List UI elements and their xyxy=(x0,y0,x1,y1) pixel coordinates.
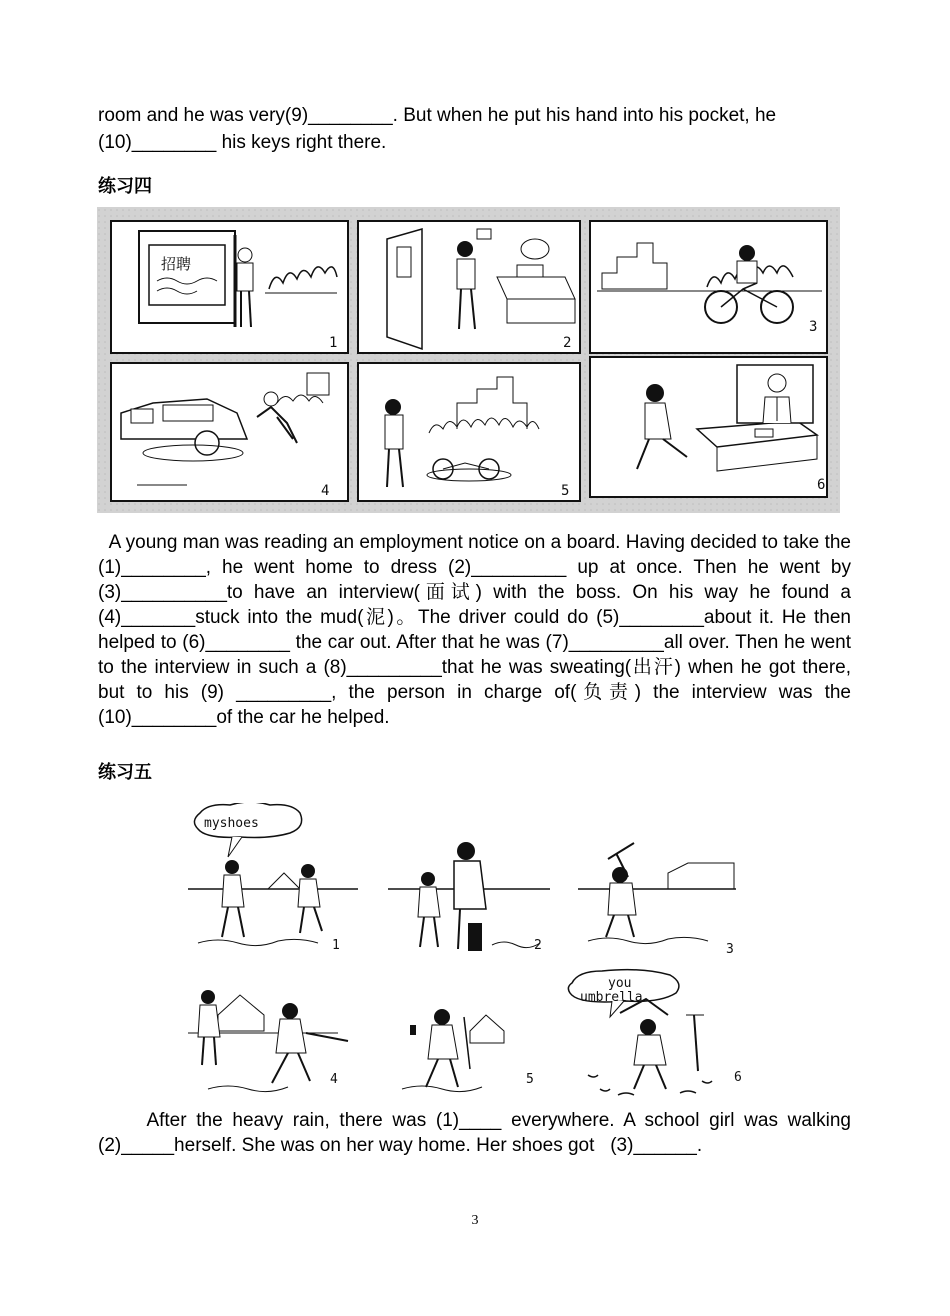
exercise-4-comic xyxy=(97,207,840,513)
panel-1 xyxy=(188,803,358,953)
panel-number: 5 xyxy=(526,1072,534,1087)
exercise-5-comic xyxy=(188,803,753,1098)
panel-4 xyxy=(188,990,348,1092)
paragraph-line: (10)________ his keys right there. xyxy=(98,132,387,153)
exercise-4-paragraph: A young man was reading an employment notice on a board. Having decided to take the (1)________, he went home to dress (2)_________ up at once. Then he went by (3)__________to have an interview(面试) with the boss. On his way he found a (4)_______stuck into the mud(泥)。The driver could do (5)________about it. He then helped to (6)________ the car out. After that he was (7)_________all over. Then he went to the interview in such a (8)_________that he was sweating(出汗) when he got there, but to his (9) _________, the person in charge of(负责) the interview was the (10)________of the car he helped. xyxy=(98,532,851,728)
panel-1 xyxy=(111,221,348,353)
panel-5 xyxy=(402,1009,534,1092)
panel-number: 5 xyxy=(561,483,570,499)
panel-number: 1 xyxy=(329,335,338,351)
speech-bubble-text: umbrella xyxy=(580,990,643,1005)
panel-3 xyxy=(578,843,736,957)
sign-text: 招聘 xyxy=(161,255,192,273)
page-number: 3 xyxy=(471,1213,479,1228)
panel-2 xyxy=(358,221,580,353)
exercise-5-heading: 练习五 xyxy=(98,762,152,783)
panel-number: 4 xyxy=(330,1072,338,1087)
exercise-5-paragraph: After the heavy rain, there was (1)____ everywhere. A school girl was walking (2)_____herself. She was on her way home. Her shoes got (3)______. xyxy=(98,1110,851,1156)
panel-3 xyxy=(590,221,827,353)
panel-number: 6 xyxy=(817,477,826,493)
panel-number: 4 xyxy=(321,483,330,499)
panel-number: 6 xyxy=(734,1070,742,1085)
speech-bubble-text: you xyxy=(608,976,632,991)
panel-5 xyxy=(358,363,580,501)
panel-number: 1 xyxy=(332,938,340,953)
panel-4 xyxy=(111,363,348,501)
panel-number: 2 xyxy=(534,938,542,953)
panel-6 xyxy=(590,357,827,497)
panel-number: 2 xyxy=(563,335,572,351)
paragraph-line: room and he was very(9)________. But when he put his hand into his pocket, he xyxy=(98,105,777,126)
panel-2 xyxy=(388,842,550,953)
exercise-4-heading: 练习四 xyxy=(98,176,152,197)
speech-bubble-text: myshoes xyxy=(204,816,259,831)
panel-6 xyxy=(568,970,741,1095)
panel-number: 3 xyxy=(809,319,818,335)
panel-number: 3 xyxy=(726,942,734,957)
